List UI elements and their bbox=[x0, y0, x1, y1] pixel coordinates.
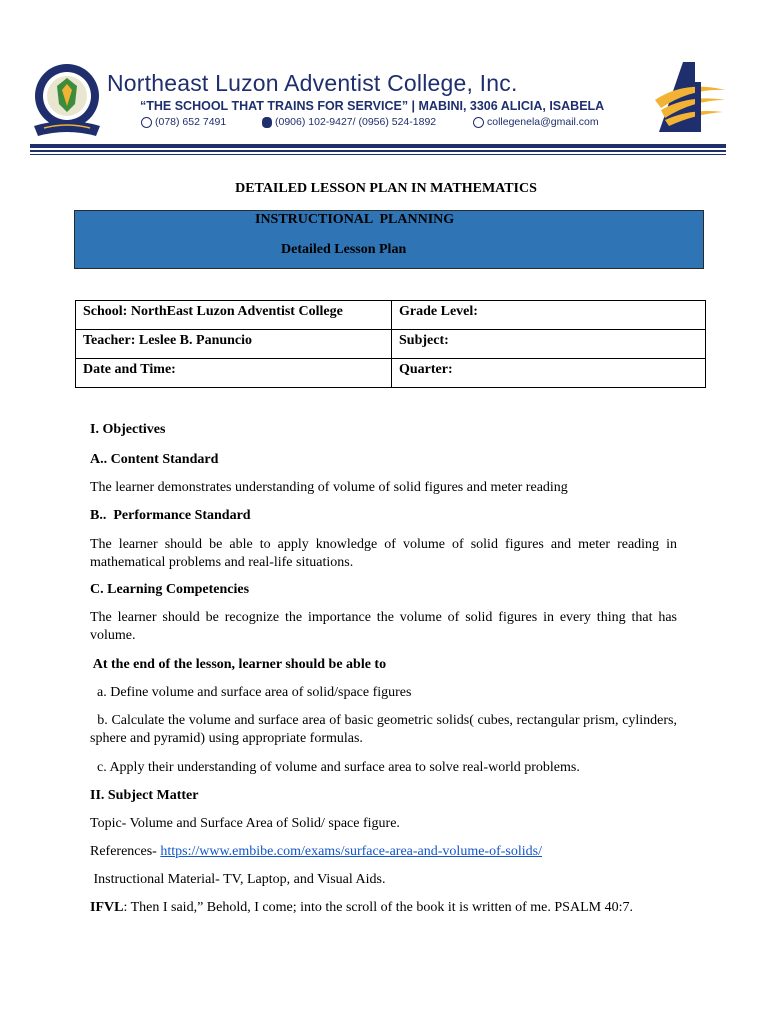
table-row bbox=[76, 359, 706, 388]
objective-item-b: b. Calculate the volume and surface area of basic geometric solids( cubes, rectangular prism, cylinders, sphere and pyramid) using appropriate formulas. bbox=[90, 713, 681, 746]
content-standard-heading: A.. Content Standard bbox=[90, 452, 219, 467]
date-time-cell: Date and Time: bbox=[76, 359, 392, 388]
topic-text: Topic- Volume and Surface Area of Solid/ space figure. bbox=[90, 816, 400, 831]
ifvl-line bbox=[90, 899, 677, 917]
references-label: References- bbox=[90, 844, 161, 859]
mobile-numbers: (0906) 102-9427/ (0956) 524-1892 bbox=[275, 116, 437, 128]
subject-cell: Subject: bbox=[392, 330, 706, 359]
college-seal-icon bbox=[32, 60, 102, 142]
letterhead-rule-thin-2 bbox=[30, 154, 726, 155]
phone-icon bbox=[141, 117, 152, 128]
mobile-icon bbox=[262, 117, 272, 128]
objective-item-a: a. Define volume and surface area of solid/space figures bbox=[90, 685, 412, 700]
competencies-heading: C. Learning Competencies bbox=[90, 582, 250, 597]
adventist-logo-icon bbox=[655, 60, 727, 136]
ifvl-label: IFVL bbox=[90, 900, 124, 915]
performance-standard-heading: B.. Performance Standard bbox=[90, 508, 251, 523]
school-cell: School: NorthEast Luzon Adventist College bbox=[76, 301, 392, 330]
table-row bbox=[76, 330, 706, 359]
end-of-lesson-heading: At the end of the lesson, learner should be able to bbox=[90, 657, 387, 672]
lesson-info-table bbox=[75, 300, 706, 388]
letterhead-rule-thick bbox=[30, 144, 726, 148]
competencies-text: The learner should be recognize the importance the volume of solid figures in every thing that has volume. bbox=[90, 610, 677, 643]
quarter-cell: Quarter: bbox=[392, 359, 706, 388]
instructional-material-text: Instructional Material- TV, Laptop, and Visual Aids. bbox=[90, 872, 386, 887]
objectives-heading: I. Objectives bbox=[90, 422, 166, 437]
phone-number: (078) 652 7491 bbox=[155, 116, 227, 128]
performance-standard-text: The learner should be able to apply knowledge of volume of solid figures and meter reading in mathematical problems and real-life situations. bbox=[90, 537, 677, 570]
table-row bbox=[76, 301, 706, 330]
grade-level-cell: Grade Level: bbox=[392, 301, 706, 330]
contact-phone bbox=[141, 116, 226, 128]
content-standard-text: The learner demonstrates understanding of volume of solid figures and meter reading bbox=[90, 480, 568, 495]
objective-item-c: c. Apply their understanding of volume and surface area to solve real-world problems. bbox=[90, 760, 580, 775]
planning-subheading: Detailed Lesson Plan bbox=[281, 242, 407, 257]
contact-mobile bbox=[262, 116, 436, 128]
document-title: DETAILED LESSON PLAN IN MATHEMATICS bbox=[235, 181, 537, 196]
email-icon bbox=[473, 117, 484, 128]
subject-matter-heading: II. Subject Matter bbox=[90, 788, 199, 803]
ifvl-text: : Then I said,” Behold, I come; into the scroll of the book it is written of me. PSALM 40:7. bbox=[123, 900, 633, 915]
letterhead-rule-thin bbox=[30, 150, 726, 152]
college-motto: “THE SCHOOL THAT TRAINS FOR SERVICE” | MABINI, 3306 ALICIA, ISABELA bbox=[140, 99, 605, 113]
references-line bbox=[90, 843, 677, 861]
contact-email bbox=[473, 116, 599, 128]
college-name: Northeast Luzon Adventist College, Inc. bbox=[107, 70, 518, 96]
references-link[interactable]: https://www.embibe.com/exams/surface-area-and-volume-of-solids/ bbox=[160, 844, 542, 859]
email-address: collegenela@gmail.com bbox=[487, 116, 599, 128]
teacher-cell: Teacher: Leslee B. Panuncio bbox=[76, 330, 392, 359]
planning-heading: INSTRUCTIONAL PLANNING bbox=[255, 212, 455, 227]
